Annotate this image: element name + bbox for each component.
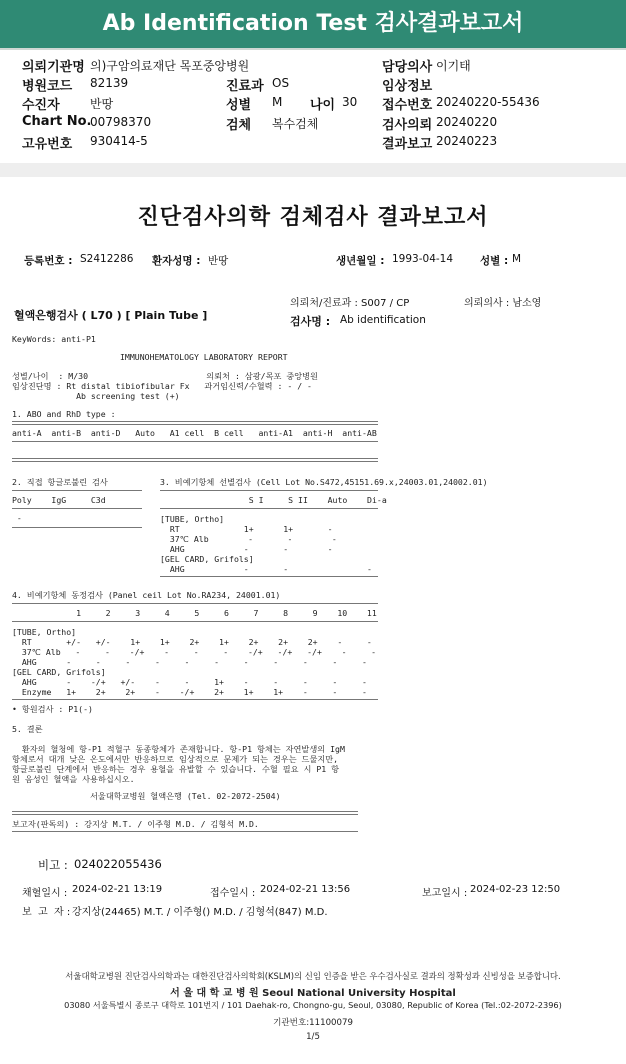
abo-rule-bottom xyxy=(12,458,378,459)
sex-label: 성별 xyxy=(226,98,252,113)
hospital-code-value: 82139 xyxy=(90,76,129,90)
screen-rule-bottom xyxy=(160,576,378,577)
panel-row: AHG - -/+ +/- - - 1+ - - - - - xyxy=(12,677,367,687)
bloodbank-contact: 서울대학교병원 혈액은행 (Tel. 02-2072-2504) xyxy=(90,791,281,801)
sex-value: M xyxy=(272,95,283,109)
patient-value: 반땅 xyxy=(90,97,114,111)
chart-no-label: Chart No. xyxy=(22,114,92,129)
screen-rule-top xyxy=(160,490,378,491)
abo-rule-bottom-2 xyxy=(12,461,378,462)
conclusion-title: 5. 결론 xyxy=(12,724,43,734)
panel-row: RT +/- +/- 1+ 1+ 2+ 1+ 2+ 2+ 2+ - - xyxy=(12,637,372,647)
patient-name-value: 반땅 xyxy=(208,255,229,267)
dat-rule-mid xyxy=(12,508,142,509)
report-time-value: 2024-02-23 12:50 xyxy=(470,884,561,895)
page-number: 1/5 xyxy=(306,1032,320,1042)
remark-label: 비고 : xyxy=(38,858,68,872)
lab-reporter: 보고자(판독의) : 강지상 M.T. / 이주형 M.D. / 김형석 M.D. xyxy=(12,819,259,829)
section-divider-band xyxy=(0,163,626,177)
reporter-rule-bottom xyxy=(12,831,358,832)
report-sex-value: M xyxy=(512,253,522,265)
panel-rule-bottom xyxy=(12,699,378,700)
specimen-value: 복수검체 xyxy=(272,117,319,131)
remark-value: 024022055436 xyxy=(74,857,162,871)
dept-value: OS xyxy=(272,76,290,90)
unique-no-value: 930414-5 xyxy=(90,134,148,148)
request-date-value: 20240220 xyxy=(436,115,498,129)
certification-text: 서울대학교병원 진단검사의학과는 대한진단검사의학회(KSLM)의 신임 인증을 받은 우수검사실로 결과의 정확성과 신빙성을 보증합니다. xyxy=(65,971,561,981)
age-label: 나이 xyxy=(310,98,336,113)
screen-row: [TUBE, Ortho] xyxy=(160,514,225,524)
screen-row: [GEL CARD, Grifols] xyxy=(160,554,254,564)
lab-info-line-1: 성별/나이 : M/30 의뢰처 : 삼광/목포 중앙병원 xyxy=(12,371,318,381)
screen-row: 37℃ Alb - - - xyxy=(160,534,337,544)
dat-section-title: 2. 직접 항글로불린 검사 xyxy=(12,477,108,487)
receipt-no-label: 접수번호 xyxy=(382,98,433,113)
screen-rule-mid xyxy=(160,508,378,509)
panel-section-title: 4. 비예기항체 동정검사 (Panel ceil Lot No.RA234, 24001.01) xyxy=(12,590,281,600)
requester-dept: 의뢰처/진료과 : S007 / CP xyxy=(290,298,410,309)
abo-rule-top xyxy=(12,421,378,422)
reporter-value: 강지상(24465) M.T. / 이주형() M.D. / 김형석(847) M.D. xyxy=(72,907,328,918)
dat-rule-top xyxy=(12,490,142,491)
screen-row: AHG - - - xyxy=(160,544,333,554)
dob-label: 생년월일 : xyxy=(336,255,385,267)
test-category: 혈액은행검사 ( L70 ) [ Plain Tube ] xyxy=(14,309,208,322)
reg-no-value: S2412286 xyxy=(80,253,134,265)
panel-rule-mid xyxy=(12,621,378,622)
dat-value: - xyxy=(12,513,22,523)
reporter-rule-top xyxy=(12,811,358,812)
collect-value: 2024-02-21 13:19 xyxy=(72,884,163,895)
receipt-value: 2024-02-21 13:56 xyxy=(260,884,351,895)
abo-rule-mid xyxy=(12,441,378,442)
receipt-label: 접수일시 : xyxy=(210,888,256,899)
institution-number: 기관번호:11100079 xyxy=(273,1018,353,1028)
clinical-label: 임상정보 xyxy=(382,79,433,94)
dat-rule-bottom xyxy=(12,527,142,528)
report-title: 진단검사의학 검체검사 결과보고서 xyxy=(137,205,489,230)
reg-no-label: 등록번호 : xyxy=(24,255,73,267)
test-name-label: 검사명 : xyxy=(290,315,331,328)
screen-row: AHG - - - xyxy=(160,564,372,574)
receipt-no-value: 20240220-55436 xyxy=(436,95,540,109)
screen-section-title: 3. 비예기항체 선별검사 (Cell Lot No.S472,45151.69.x,24003.01,24002.01) xyxy=(160,477,488,487)
dob-value: 1993-04-14 xyxy=(392,253,454,265)
abo-section-title: 1. ABO and RhD type : xyxy=(12,409,116,419)
reporter-label: 보 고 자 : xyxy=(22,907,71,918)
report-banner: Ab Identification Test 검사결과보고서 xyxy=(0,0,626,48)
dat-header: Poly IgG C3d xyxy=(12,495,106,505)
lab-info-line-2: 임상진단명 : Rt distal tibiofibular Fx 과거임신력/수혈력 : - / - xyxy=(12,381,312,391)
request-label: 검사의뢰 xyxy=(382,118,433,133)
report-time-label: 보고일시 : xyxy=(422,888,468,899)
test-name-value: Ab identification xyxy=(340,314,426,326)
chart-no-value: 00798370 xyxy=(90,115,152,129)
report-date-value: 20240223 xyxy=(436,134,498,148)
antigen-result: • 항원검사 : P1(-) xyxy=(12,704,93,714)
lab-heading: IMMUNOHEMATOLOGY LABORATORY REPORT xyxy=(120,352,288,362)
keywords: KeyWords: anti-P1 xyxy=(12,334,96,344)
banner-divider xyxy=(0,48,626,50)
report-label: 결과보고 xyxy=(382,137,433,152)
abo-rule-top-2 xyxy=(12,424,378,425)
panel-rule-top xyxy=(12,603,378,604)
dept-label: 진료과 xyxy=(226,79,264,94)
panel-row: 37℃ Alb - - -/+ - - - -/+ -/+ -/+ - - xyxy=(12,647,377,657)
age-value: 30 xyxy=(342,95,358,109)
requester-doctor: 의뢰의사 : 남소영 xyxy=(464,298,542,309)
unique-no-label: 고유번호 xyxy=(22,137,73,152)
panel-row: AHG - - - - - - - - - - - xyxy=(12,657,367,667)
conclusion-line: 환자의 혈청에 항-P1 적혈구 동종항체가 존재합니다. 항-P1 항체는 자연발생의 IgM xyxy=(12,744,345,754)
hospital-address: 03080 서울특별시 종로구 대학로 101번지 / 101 Daehak-ro, Chongno-gu, Seoul, 03080, Republic of Korea (Tel.:02-2072-2396) xyxy=(64,1000,562,1010)
patient-name-label: 환자성명 : xyxy=(152,255,201,267)
panel-row: Enzyme 1+ 2+ 2+ - -/+ 2+ 1+ 1+ - - - xyxy=(12,687,367,697)
abo-header: anti-A anti-B anti-D Auto A1 cell B cell anti-A1 anti-H anti-AB xyxy=(12,428,377,438)
conclusion-line: 항체로서 대개 낮은 온도에서만 반응하므로 임상적으로 문제가 되는 경우는 드물지만, xyxy=(12,754,339,764)
reporter-rule-top-2 xyxy=(12,814,358,815)
institution-label: 의뢰기관명 xyxy=(22,60,85,75)
collect-label: 채혈일시 : xyxy=(22,888,68,899)
report-sex-label: 성별 : xyxy=(480,255,509,267)
panel-header: 1 2 3 4 5 6 7 8 9 10 11 xyxy=(12,608,377,618)
panel-row: [TUBE, Ortho] xyxy=(12,627,77,637)
doctor-value: 이기태 xyxy=(436,59,471,73)
hospital-code-label: 병원코드 xyxy=(22,79,73,94)
hospital-name: 서 울 대 학 교 병 원 Seoul National University Hospital xyxy=(170,988,456,999)
doctor-label: 담당의사 xyxy=(382,60,433,75)
conclusion-line: 원 음성인 혈액을 사용하십시오. xyxy=(12,774,135,784)
institution-value: 의)구암의료재단 목포중앙병원 xyxy=(90,59,250,73)
panel-row: [GEL CARD, Grifols] xyxy=(12,667,106,677)
screen-header: S I S II Auto Di-a xyxy=(160,495,387,505)
screen-row: RT 1+ 1+ - xyxy=(160,524,333,534)
lab-info-line-3: Ab screening test (+) xyxy=(12,391,180,401)
patient-label: 수진자 xyxy=(22,98,60,113)
conclusion-line: 항글로불린 단계에서 반응하는 경우 용혈을 유발할 수 있습니다. 수혈 필요 시 P1 항 xyxy=(12,764,340,774)
specimen-label: 검체 xyxy=(226,118,252,133)
